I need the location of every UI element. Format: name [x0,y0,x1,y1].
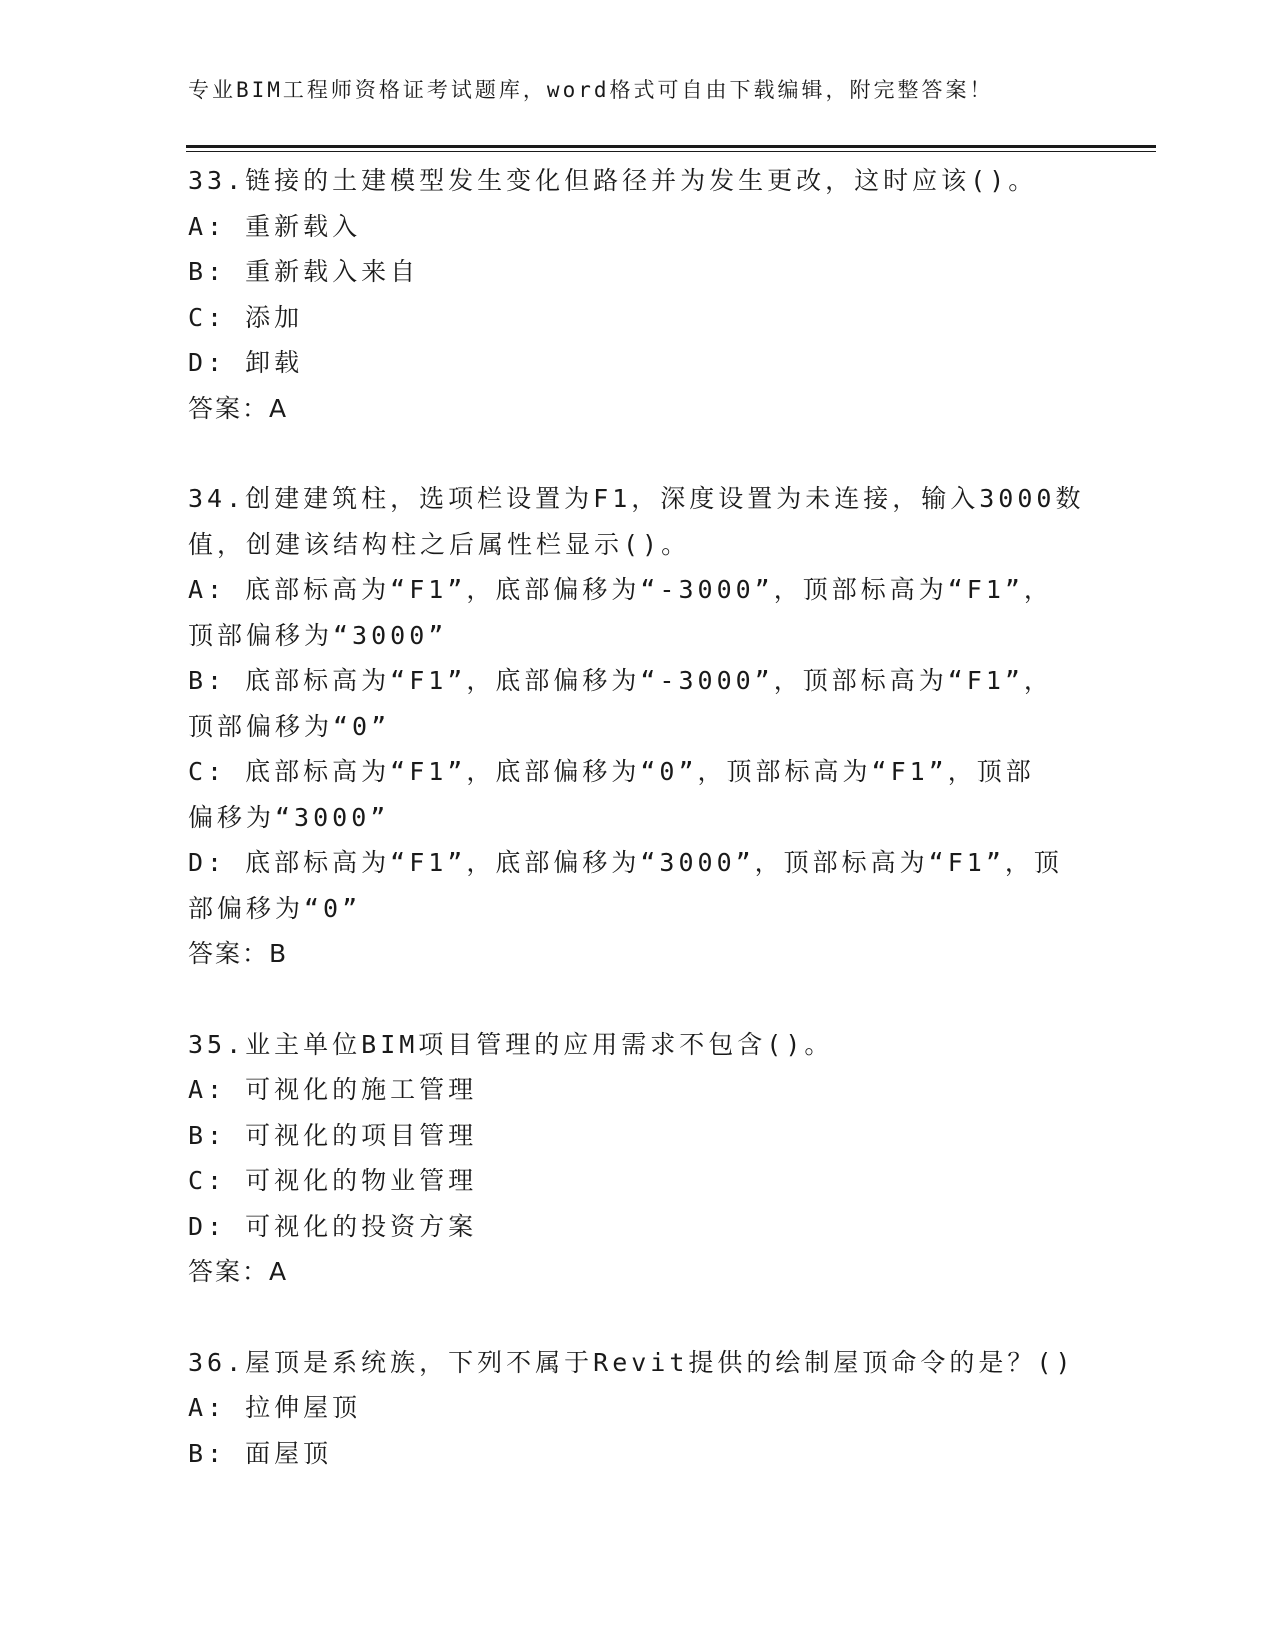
option-a: A: 可视化的施工管理 [188,1075,478,1104]
question-stem: 34.创建建筑柱，选项栏设置为F1，深度设置为未连接，输入3000数 [188,484,1085,513]
option-a: A: 底部标高为“F1”，底部偏移为“-3000”，顶部标高为“F1”， [188,575,1053,604]
question-list [188,158,1085,1476]
question-36 [188,1340,1078,1477]
answer-line: 答案：A [188,393,289,423]
question-33 [188,158,1078,431]
question-gap [188,1295,1078,1340]
option-a: A: 拉伸屋顶 [188,1393,362,1422]
question-stem: 36.屋顶是系统族，下列不属于Revit提供的绘制屋顶命令的是？() [188,1347,1075,1377]
answer-line: 答案：B [188,939,289,968]
question-stem-cont: 值，创建该结构柱之后属性栏显示()。 [188,529,691,559]
option-c: C: 可视化的物业管理 [188,1166,478,1195]
page-header: 专业BIM工程师资格证考试题库，word格式可自由下载编辑，附完整答案！ [188,78,994,102]
option-d-cont: 部偏移为“0” [188,893,362,923]
option-b: B: 可视化的项目管理 [188,1120,478,1150]
option-a: A: 重新载入 [188,211,362,241]
option-d: D: 底部标高为“F1”，底部偏移为“3000”，顶部标高为“F1”，顶 [188,848,1063,877]
header-rule-thin [186,151,1156,152]
question-gap [188,977,1078,1022]
option-a-cont: 顶部偏移为“3000” [188,620,448,650]
option-b-cont: 顶部偏移为“0” [188,711,391,741]
header-rule-thick [186,145,1156,148]
option-b: B: 面屋顶 [188,1438,333,1468]
option-c: C: 添加 [188,302,304,332]
question-gap [188,431,1078,476]
option-d: D: 卸载 [188,348,304,377]
option-c: C: 底部标高为“F1”，底部偏移为“0”，顶部标高为“F1”，顶部 [188,757,1035,786]
question-35 [188,1022,1078,1295]
option-c-cont: 偏移为“3000” [188,802,390,832]
option-d: D: 可视化的投资方案 [188,1211,478,1241]
question-stem: 35.业主单位BIM项目管理的应用需求不包含()。 [188,1029,834,1059]
question-34 [188,476,1085,977]
option-b: B: 重新载入来自 [188,257,420,286]
question-stem: 33.链接的土建模型发生变化但路径并为发生更改，这时应该()。 [188,166,1038,195]
option-b: B: 底部标高为“F1”，底部偏移为“-3000”，顶部标高为“F1”， [188,666,1053,695]
answer-line: 答案：A [188,1257,289,1286]
